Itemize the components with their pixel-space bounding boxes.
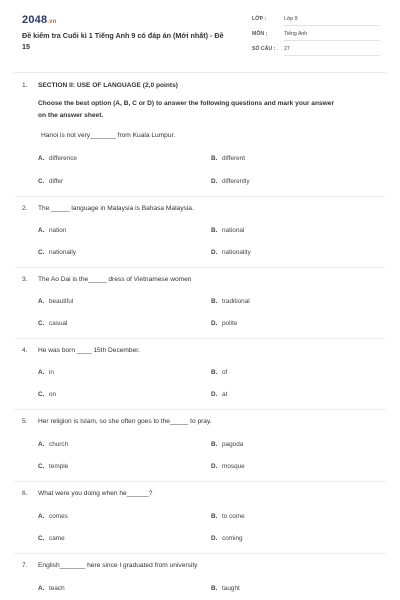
option-b[interactable] [211, 585, 240, 592]
option-letter: C. [38, 463, 45, 470]
option-letter: D. [211, 178, 218, 185]
option-d[interactable] [211, 391, 227, 398]
option-letter: A. [38, 155, 45, 162]
option-text: church [49, 441, 69, 448]
option-a[interactable] [38, 369, 54, 376]
meta-key: SỐ CÂU : [252, 46, 276, 52]
question-number: 5. [22, 418, 28, 425]
option-text: teach [49, 585, 65, 592]
option-letter: C. [38, 535, 45, 542]
option-letter: C. [38, 178, 45, 185]
option-text: differ [49, 178, 64, 185]
meta-value: Tiếng Anh [284, 31, 380, 41]
question-divider [14, 338, 386, 339]
question-divider [14, 409, 386, 410]
option-text: nationality [222, 249, 251, 256]
option-letter: D. [211, 463, 218, 470]
option-b[interactable] [211, 513, 245, 520]
meta-value: Lớp 9 [284, 16, 380, 26]
option-d[interactable] [211, 178, 250, 185]
option-letter: D. [211, 535, 218, 542]
option-a[interactable] [38, 298, 73, 305]
option-b[interactable] [211, 369, 227, 376]
question-text: The Ao Dai is the_____ dress of Vietnamese women [38, 276, 192, 283]
option-text: different [222, 155, 245, 162]
option-c[interactable] [38, 320, 67, 327]
question-number: 1. [22, 82, 28, 89]
option-b[interactable] [211, 298, 250, 305]
option-a[interactable] [38, 585, 65, 592]
option-b[interactable] [211, 441, 243, 448]
option-c[interactable] [38, 178, 63, 185]
option-text: nation [49, 227, 67, 234]
option-b[interactable] [211, 227, 244, 234]
option-letter: D. [211, 249, 218, 256]
meta-key: LỚP : [252, 16, 267, 22]
option-a[interactable] [38, 441, 68, 448]
question-prompt: Hanoi is not very_______ from Kuala Lumpur. [41, 132, 176, 139]
option-a[interactable] [38, 513, 68, 520]
option-letter: B. [211, 441, 218, 448]
logo-suffix: .vn [47, 19, 57, 25]
option-text: to come [222, 513, 245, 520]
option-c[interactable] [38, 391, 56, 398]
logo-main: 2048 [22, 14, 48, 26]
option-text: on [49, 391, 57, 398]
option-text: differently [222, 178, 250, 185]
question-number: 7. [22, 562, 28, 569]
header [0, 0, 400, 70]
header-divider [14, 72, 386, 73]
option-text: mosque [222, 463, 245, 470]
option-text: traditional [222, 298, 250, 305]
question-number: 3. [22, 276, 28, 283]
site-logo[interactable] [22, 14, 57, 26]
question-text: What were you doing when he______? [38, 490, 153, 497]
option-letter: D. [211, 391, 218, 398]
option-d[interactable] [211, 463, 245, 470]
option-c[interactable] [38, 535, 65, 542]
option-letter: B. [211, 155, 218, 162]
option-text: pagoda [222, 441, 244, 448]
option-d[interactable] [211, 535, 243, 542]
option-text: difference [49, 155, 77, 162]
option-letter: B. [211, 585, 218, 592]
option-letter: B. [211, 227, 218, 234]
option-d[interactable] [211, 320, 237, 327]
option-text: nationally [49, 249, 77, 256]
option-text: temple [49, 463, 69, 470]
instruction-line-1: Choose the best option (A, B, C or D) to answer the following questions and mark your answer [38, 100, 335, 107]
option-letter: C. [38, 320, 45, 327]
question-text: He was born ____ 15th December. [38, 347, 140, 354]
instruction-line-2: on the answer sheet. [38, 112, 104, 119]
document-title: Đề kiểm tra Cuối kì 1 Tiếng Anh 9 có đáp án (Mới nhất) - Đề 15 [22, 31, 224, 51]
question-text: English_______ here since I graduated from university [38, 562, 198, 569]
option-a[interactable] [38, 155, 77, 162]
option-letter: A. [38, 513, 45, 520]
option-c[interactable] [38, 463, 68, 470]
option-a[interactable] [38, 227, 66, 234]
option-text: taught [222, 585, 240, 592]
question-text: Her religion is Islam, so she often goes to the_____ to pray. [38, 418, 212, 425]
option-text: came [49, 535, 65, 542]
question-text: The _____ language in Malaysia is Bahasa Malaysia. [38, 205, 194, 212]
option-text: in [49, 369, 54, 376]
question-divider [14, 481, 386, 482]
option-letter: B. [211, 513, 218, 520]
option-letter: A. [38, 441, 45, 448]
option-text: of [222, 369, 228, 376]
option-letter: C. [38, 249, 45, 256]
option-text: at [222, 391, 228, 398]
meta-value: 27 [284, 46, 380, 56]
option-text: coming [222, 535, 243, 542]
meta-key: MÔN : [252, 31, 268, 37]
option-text: polite [222, 320, 238, 327]
option-letter: A. [38, 585, 45, 592]
option-text: casual [49, 320, 68, 327]
question-divider [14, 553, 386, 554]
option-text: comes [49, 513, 68, 520]
option-letter: A. [38, 298, 45, 305]
option-letter: C. [38, 391, 45, 398]
option-d[interactable] [211, 249, 251, 256]
option-letter: B. [211, 298, 218, 305]
option-letter: D. [211, 320, 218, 327]
question-divider [14, 267, 386, 268]
option-c[interactable] [38, 249, 76, 256]
option-text: beautiful [49, 298, 74, 305]
question-number: 4. [22, 347, 28, 354]
section-heading: SECTION II: USE OF LANGUAGE (2,0 points) [38, 82, 178, 89]
question-number: 6. [22, 490, 28, 497]
question-number: 2. [22, 205, 28, 212]
option-text: national [222, 227, 245, 234]
option-letter: B. [211, 369, 218, 376]
option-b[interactable] [211, 155, 245, 162]
option-letter: A. [38, 227, 45, 234]
question-divider [14, 196, 386, 197]
option-letter: A. [38, 369, 45, 376]
